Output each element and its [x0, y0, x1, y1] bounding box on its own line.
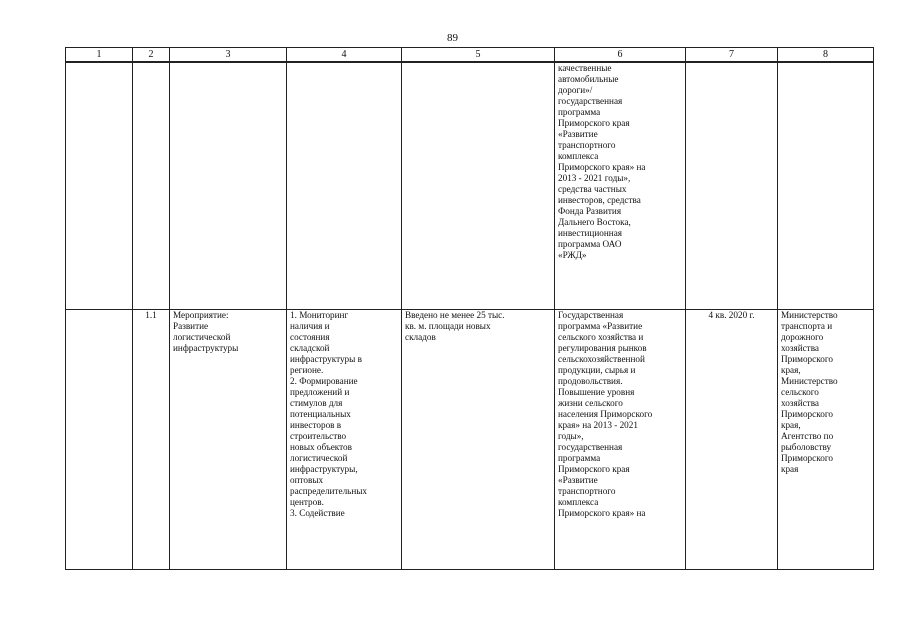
table-cell — [66, 309, 133, 569]
responsible-executors-cell: Министерство транспорта и дорожного хозяйства Приморского края, Министерство сельского хозяйства Приморского края, Агентство по рыболовству Приморского края — [778, 309, 874, 569]
column-header-2: 2 — [133, 48, 170, 63]
item-number-cell: 1.1 — [133, 309, 170, 569]
activity-name-cell: Мероприятие: Развитие логистической инфраструктуры — [170, 309, 287, 569]
column-header-5: 5 — [402, 48, 555, 63]
column-header-1: 1 — [66, 48, 133, 63]
funding-sources-cell: Государственная программа «Развитие сельского хозяйства и регулирования рынков сельскохозяйственной продукции, сырья и продовольствия. Повышение уровня жизни сельского населения Приморского края» на 2013 - 2021 годы», государственная программа Приморского края «Развитие транспортного комплекса Приморского края» на — [555, 309, 686, 569]
funding-sources-cell: качественные автомобильные дороги»/ государственная программа Приморского края «Развитие транспортного комплекса Приморского края» на 2013 - 2021 годы», средства частных инвесторов, средства Фонда Развития Дальнего Востока, инвестиционная программа ОАО «РЖД» — [555, 62, 686, 309]
table-cell — [778, 62, 874, 309]
column-header-6: 6 — [555, 48, 686, 63]
table-cell — [686, 62, 778, 309]
program-table — [65, 47, 874, 570]
actions-cell: 1. Мониторинг наличия и состояния складской инфраструктуры в регионе. 2. Формирование предложений и стимулов для потенциальных инвесторов в строительство новых объектов логистической инфраструктуры, оптовых распределительных центров. 3. Содействие — [287, 309, 402, 569]
table-cell — [66, 62, 133, 309]
column-header-8: 8 — [778, 48, 874, 63]
table-cell — [170, 62, 287, 309]
column-header-7: 7 — [686, 48, 778, 63]
table-cell — [133, 62, 170, 309]
table-row — [66, 309, 874, 569]
expected-result-cell: Введено не менее 25 тыс. кв. м. площади новых складов — [402, 309, 555, 569]
deadline-cell: 4 кв. 2020 г. — [686, 309, 778, 569]
table-cell — [287, 62, 402, 309]
table-row — [66, 62, 874, 309]
page-number: 89 — [447, 32, 458, 44]
table-cell — [402, 62, 555, 309]
column-header-4: 4 — [287, 48, 402, 63]
column-number-header-row — [66, 48, 874, 63]
column-header-3: 3 — [170, 48, 287, 63]
